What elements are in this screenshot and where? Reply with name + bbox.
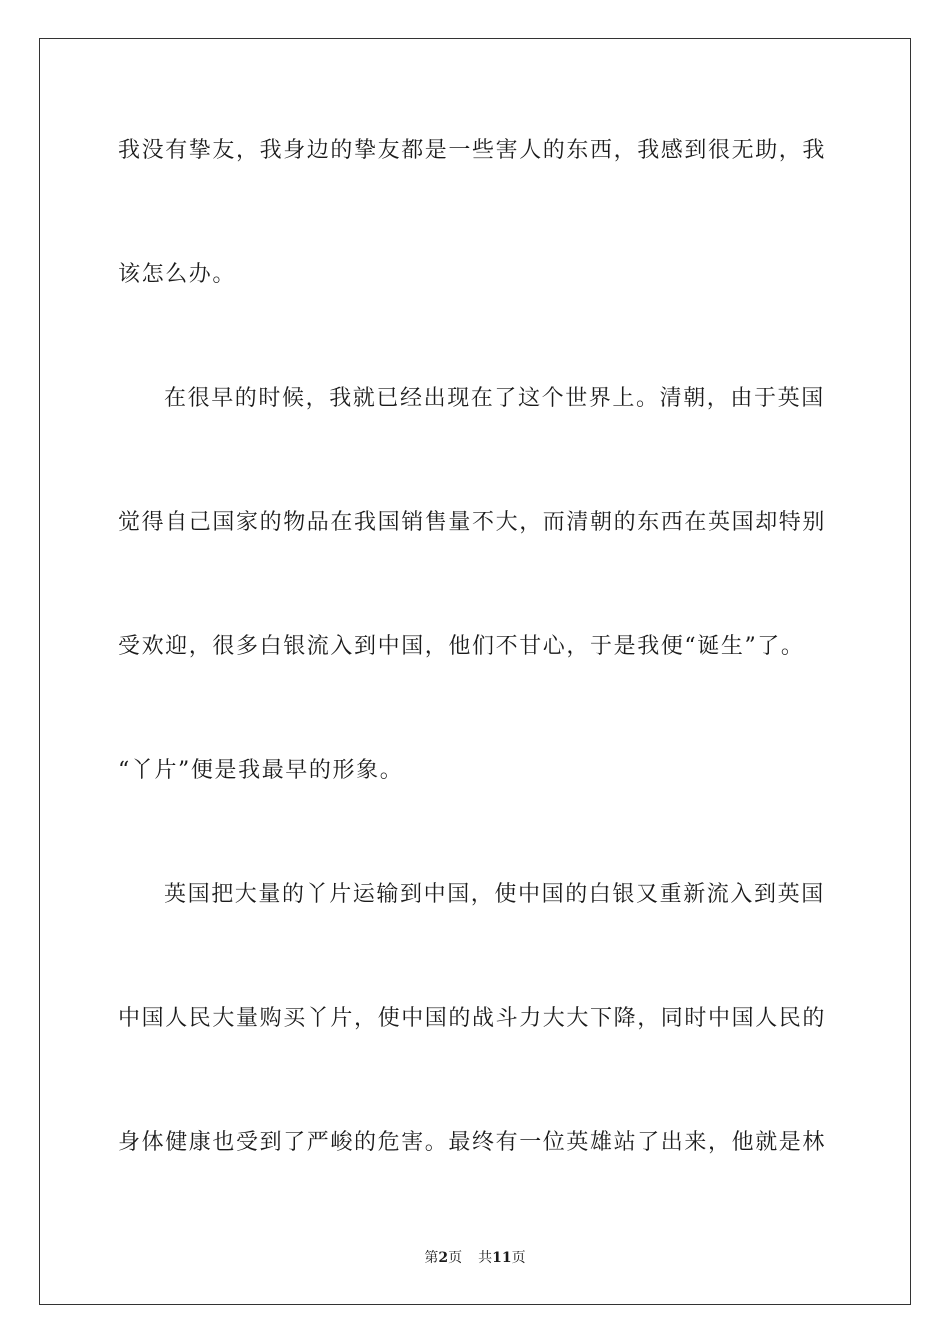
paragraph-start-line: 英国把大量的丫片运输到中国，使中国的白银又重新流入到英国 bbox=[164, 882, 825, 907]
page-suffix: 页 bbox=[448, 1250, 463, 1266]
text-line: 我没有挚友，我身边的挚友都是一些害人的东西，我感到很无助，我 bbox=[118, 138, 827, 163]
text-line: 中国人民大量购买丫片，使中国的战斗力大大下降，同时中国人民的 bbox=[118, 1006, 827, 1031]
text-line: 该怎么办。 bbox=[118, 262, 237, 287]
text-line: 觉得自己国家的物品在我国销售量不大，而清朝的东西在英国却特别 bbox=[118, 510, 827, 535]
text-line: “丫片”便是我最早的形象。 bbox=[118, 758, 404, 783]
page-prefix: 第 bbox=[424, 1250, 439, 1266]
paragraph-start-line: 在很早的时候，我就已经出现在了这个世界上。清朝，由于英国 bbox=[164, 386, 825, 411]
text-line: 身体健康也受到了严峻的危害。最终有一位英雄站了出来，他就是林 bbox=[118, 1130, 827, 1155]
page-frame bbox=[39, 38, 911, 1305]
total-pages: 11 bbox=[492, 1250, 512, 1266]
text-line: 受欢迎，很多白银流入到中国，他们不甘心，于是我便“诞生”了。 bbox=[118, 634, 805, 659]
page-number: 2 bbox=[438, 1250, 449, 1266]
page-footer bbox=[0, 1247, 950, 1267]
total-suffix: 页 bbox=[511, 1250, 526, 1266]
total-prefix: 共 bbox=[478, 1250, 493, 1266]
